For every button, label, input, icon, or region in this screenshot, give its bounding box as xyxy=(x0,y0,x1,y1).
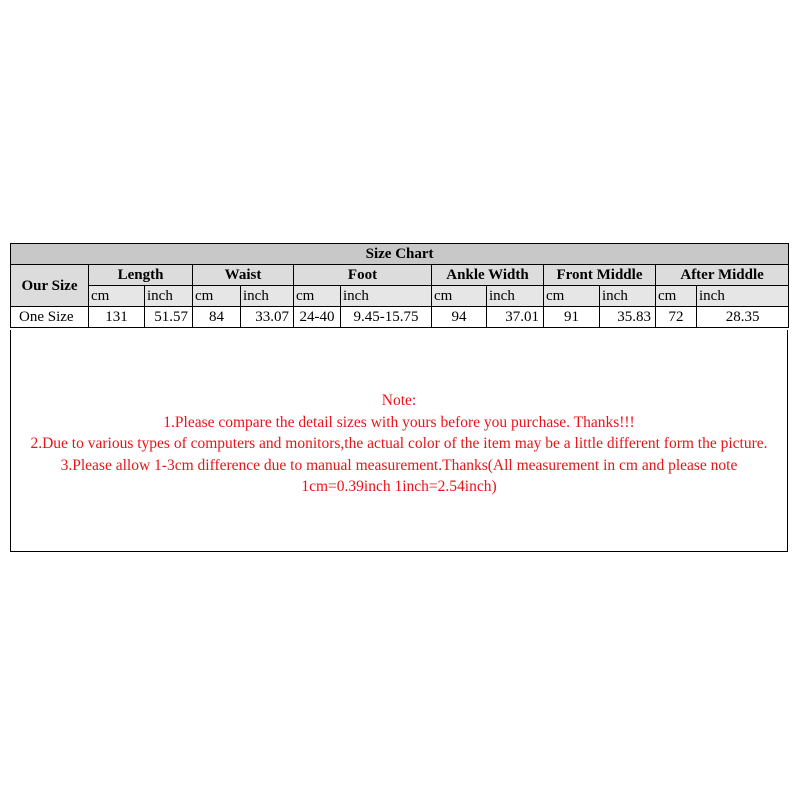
table-row xyxy=(11,307,789,328)
note-line-1: 1.Please compare the detail sizes with yours before you purchase. Thanks!!! xyxy=(163,413,635,431)
unit-cell: inch xyxy=(341,286,432,307)
table-title: Size Chart xyxy=(11,244,789,265)
value-cell: 72 xyxy=(656,307,697,328)
unit-cell: inch xyxy=(241,286,294,307)
value-cell: 131 xyxy=(89,307,145,328)
header-ankle-width: Ankle Width xyxy=(432,265,544,286)
note-line-4: 1cm=0.39inch 1inch=2.54inch) xyxy=(301,478,497,495)
unit-cell: cm xyxy=(432,286,487,307)
unit-cell: inch xyxy=(600,286,656,307)
value-cell: 35.83 xyxy=(600,307,656,328)
size-chart-table xyxy=(10,243,789,328)
size-name-cell: One Size xyxy=(11,307,89,328)
unit-cell: cm xyxy=(656,286,697,307)
unit-cell: cm xyxy=(294,286,341,307)
notes-box xyxy=(10,330,788,552)
header-front-middle: Front Middle xyxy=(544,265,656,286)
value-cell: 91 xyxy=(544,307,600,328)
value-cell: 94 xyxy=(432,307,487,328)
value-cell: 51.57 xyxy=(145,307,193,328)
value-cell: 9.45-15.75 xyxy=(341,307,432,328)
value-cell: 28.35 xyxy=(697,307,789,328)
unit-cell: inch xyxy=(487,286,544,307)
value-cell: 33.07 xyxy=(241,307,294,328)
value-cell: 24-40 xyxy=(294,307,341,328)
notes-text xyxy=(11,390,787,498)
header-waist: Waist xyxy=(193,265,294,286)
header-length: Length xyxy=(89,265,193,286)
unit-cell: cm xyxy=(544,286,600,307)
value-cell: 37.01 xyxy=(487,307,544,328)
unit-cell: inch xyxy=(697,286,789,307)
value-cell: 84 xyxy=(193,307,241,328)
notes-heading: Note: xyxy=(381,392,417,409)
header-foot: Foot xyxy=(294,265,432,286)
header-after-middle: After Middle xyxy=(656,265,789,286)
unit-cell: cm xyxy=(193,286,241,307)
unit-cell: cm xyxy=(89,286,145,307)
note-line-2: 2.Due to various types of computers and monitors,the actual color of the item may be a little different form the picture. xyxy=(30,435,768,452)
note-line-3: 3.Please allow 1-3cm difference due to manual measurement.Thanks(All measurement in cm and please note xyxy=(60,456,738,474)
unit-cell: inch xyxy=(145,286,193,307)
our-size-header: Our Size xyxy=(11,265,89,307)
